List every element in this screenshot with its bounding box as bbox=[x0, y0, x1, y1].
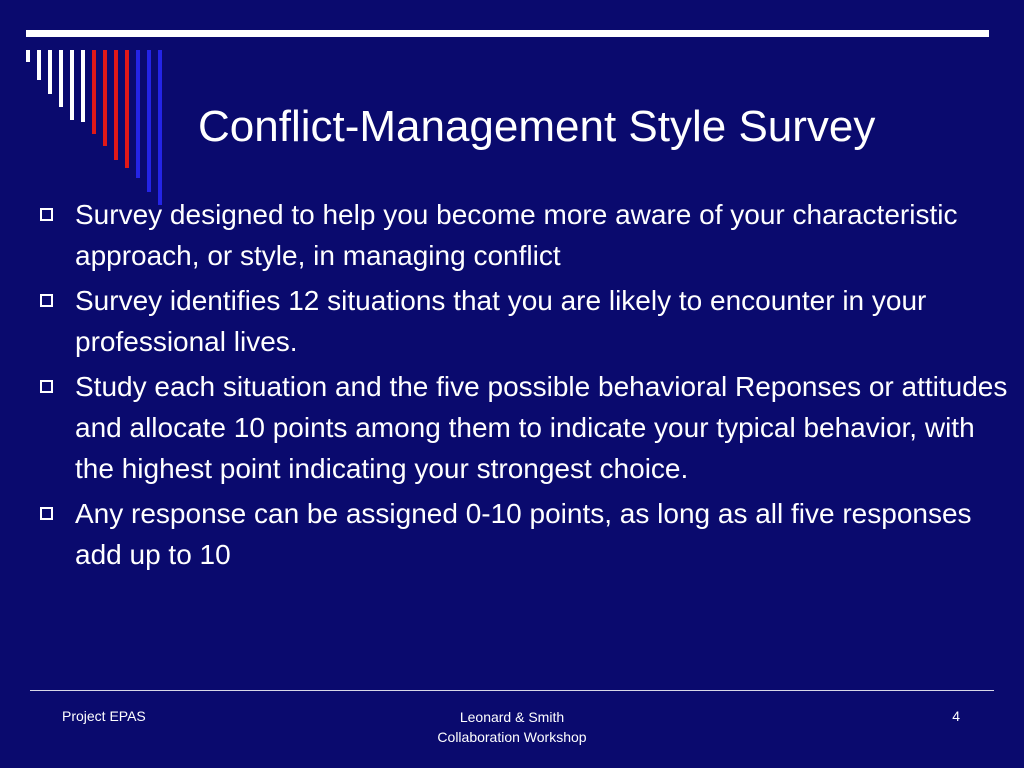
footer-project-label: Project EPAS bbox=[62, 708, 146, 724]
stripe-red-3 bbox=[114, 50, 118, 160]
hollow-square-bullet-icon bbox=[40, 208, 53, 221]
top-rule bbox=[26, 30, 989, 37]
bullet-item bbox=[40, 280, 1012, 362]
stripe-white-5 bbox=[70, 50, 74, 120]
bullet-item bbox=[40, 493, 1012, 575]
bullet-item bbox=[40, 366, 1012, 489]
stripe-blue-2 bbox=[147, 50, 151, 192]
footer-authors: Leonard & Smith bbox=[459, 709, 565, 725]
stripe-white-4 bbox=[59, 50, 63, 107]
hollow-square-bullet-icon bbox=[40, 380, 53, 393]
bullet-item bbox=[40, 194, 1012, 276]
footer-rule bbox=[30, 690, 994, 691]
bullet-text: Any response can be assigned 0-10 points, as long as all five responses add up to 10 bbox=[75, 498, 972, 570]
bullet-text: Study each situation and the five possible behavioral Reponses or attitudes and allocate 10 points among them to indicate your typical behavior, with the highest point indicating your strongest choice. bbox=[75, 371, 1008, 484]
stripe-white-1 bbox=[26, 50, 30, 62]
vertical-stripes-decoration bbox=[26, 50, 166, 210]
bullet-text: Survey designed to help you become more aware of your characteristic approach, or style, in managing conflict bbox=[75, 199, 958, 271]
bullet-list bbox=[40, 194, 1012, 579]
stripes-graphic bbox=[26, 50, 166, 210]
slide-title: Conflict-Management Style Survey bbox=[198, 102, 876, 151]
stripe-red-4 bbox=[125, 50, 129, 168]
page-number: 4 bbox=[952, 708, 960, 724]
stripe-red-2 bbox=[103, 50, 107, 146]
footer-workshop: Collaboration Workshop bbox=[437, 729, 587, 745]
stripe-red-1 bbox=[92, 50, 96, 134]
bullet-text: Survey identifies 12 situations that you are likely to encounter in your professional lives. bbox=[75, 285, 927, 357]
footer-center-text bbox=[412, 707, 612, 747]
stripe-blue-3 bbox=[158, 50, 162, 205]
hollow-square-bullet-icon bbox=[40, 294, 53, 307]
hollow-square-bullet-icon bbox=[40, 507, 53, 520]
stripe-blue-1 bbox=[136, 50, 140, 178]
stripe-white-3 bbox=[48, 50, 52, 94]
stripe-white-2 bbox=[37, 50, 41, 80]
stripe-white-6 bbox=[81, 50, 85, 122]
